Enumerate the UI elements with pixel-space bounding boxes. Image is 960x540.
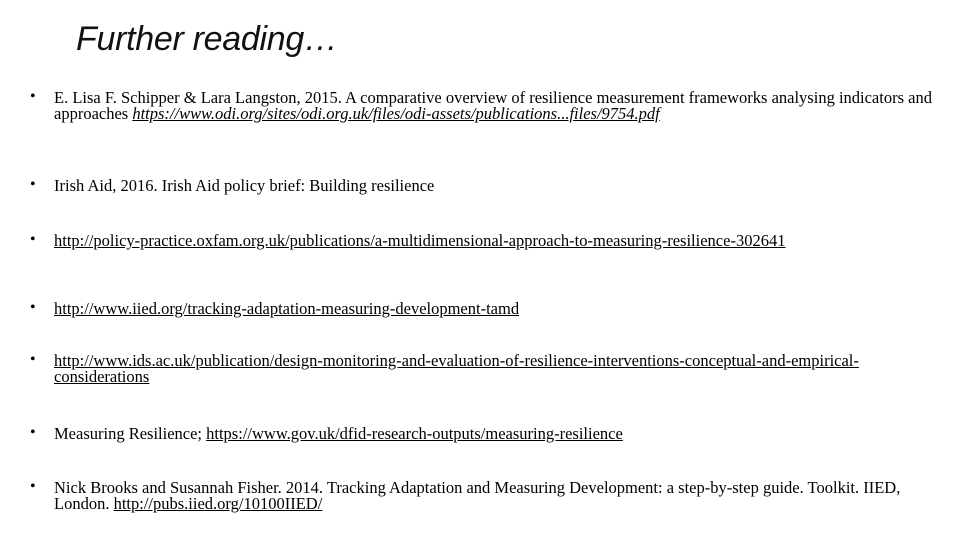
bullet-icon: • <box>30 88 36 105</box>
reference-item <box>30 233 954 249</box>
reference-link[interactable]: http://www.iied.org/tracking-adaptation-measuring-development-tamd <box>54 299 520 318</box>
reference-link[interactable]: http://pubs.iied.org/10100IIED/ <box>113 493 323 513</box>
bullet-icon: • <box>30 299 36 316</box>
reference-item <box>30 178 954 194</box>
reference-item <box>30 353 954 384</box>
reference-text: E. Lisa F. Schipper & Lara Langston, 2015. A comparative overview of resilience measurement frameworks analysing indicators and approaches <box>54 88 932 123</box>
bullet-icon: • <box>30 231 36 248</box>
reference-text: Irish Aid, 2016. Irish Aid policy brief: Building resilience <box>54 176 435 195</box>
reference-item <box>30 90 954 121</box>
bullet-icon: • <box>30 351 36 368</box>
reference-link[interactable]: https://www.odi.org/sites/odi.org.uk/files/odi-assets/publications...files/9754.pdf <box>132 103 660 123</box>
bullet-icon: • <box>30 424 36 441</box>
reference-item <box>30 480 954 511</box>
reference-link[interactable]: http://www.ids.ac.uk/publication/design-monitoring-and-evaluation-of-resilience-interventions-conceptual-and-empirical-considerations <box>54 351 859 386</box>
reference-text: Nick Brooks and Susannah Fisher. 2014. Tracking Adaptation and Measuring Development: a step-by-step guide. Toolkit. IIED, London. <box>54 478 901 513</box>
reference-item <box>30 301 954 317</box>
reference-link[interactable]: https://www.gov.uk/dfid-research-outputs/measuring-resilience <box>206 424 623 443</box>
bullet-icon: • <box>30 176 36 193</box>
slide-title: Further reading… <box>76 20 338 58</box>
reference-item <box>30 426 954 442</box>
reference-link[interactable]: http://policy-practice.oxfam.org.uk/publications/a-multidimensional-approach-to-measuring-resilience-302641 <box>54 231 786 250</box>
reference-text: Measuring Resilience; <box>54 424 207 443</box>
bullet-icon: • <box>30 478 36 495</box>
